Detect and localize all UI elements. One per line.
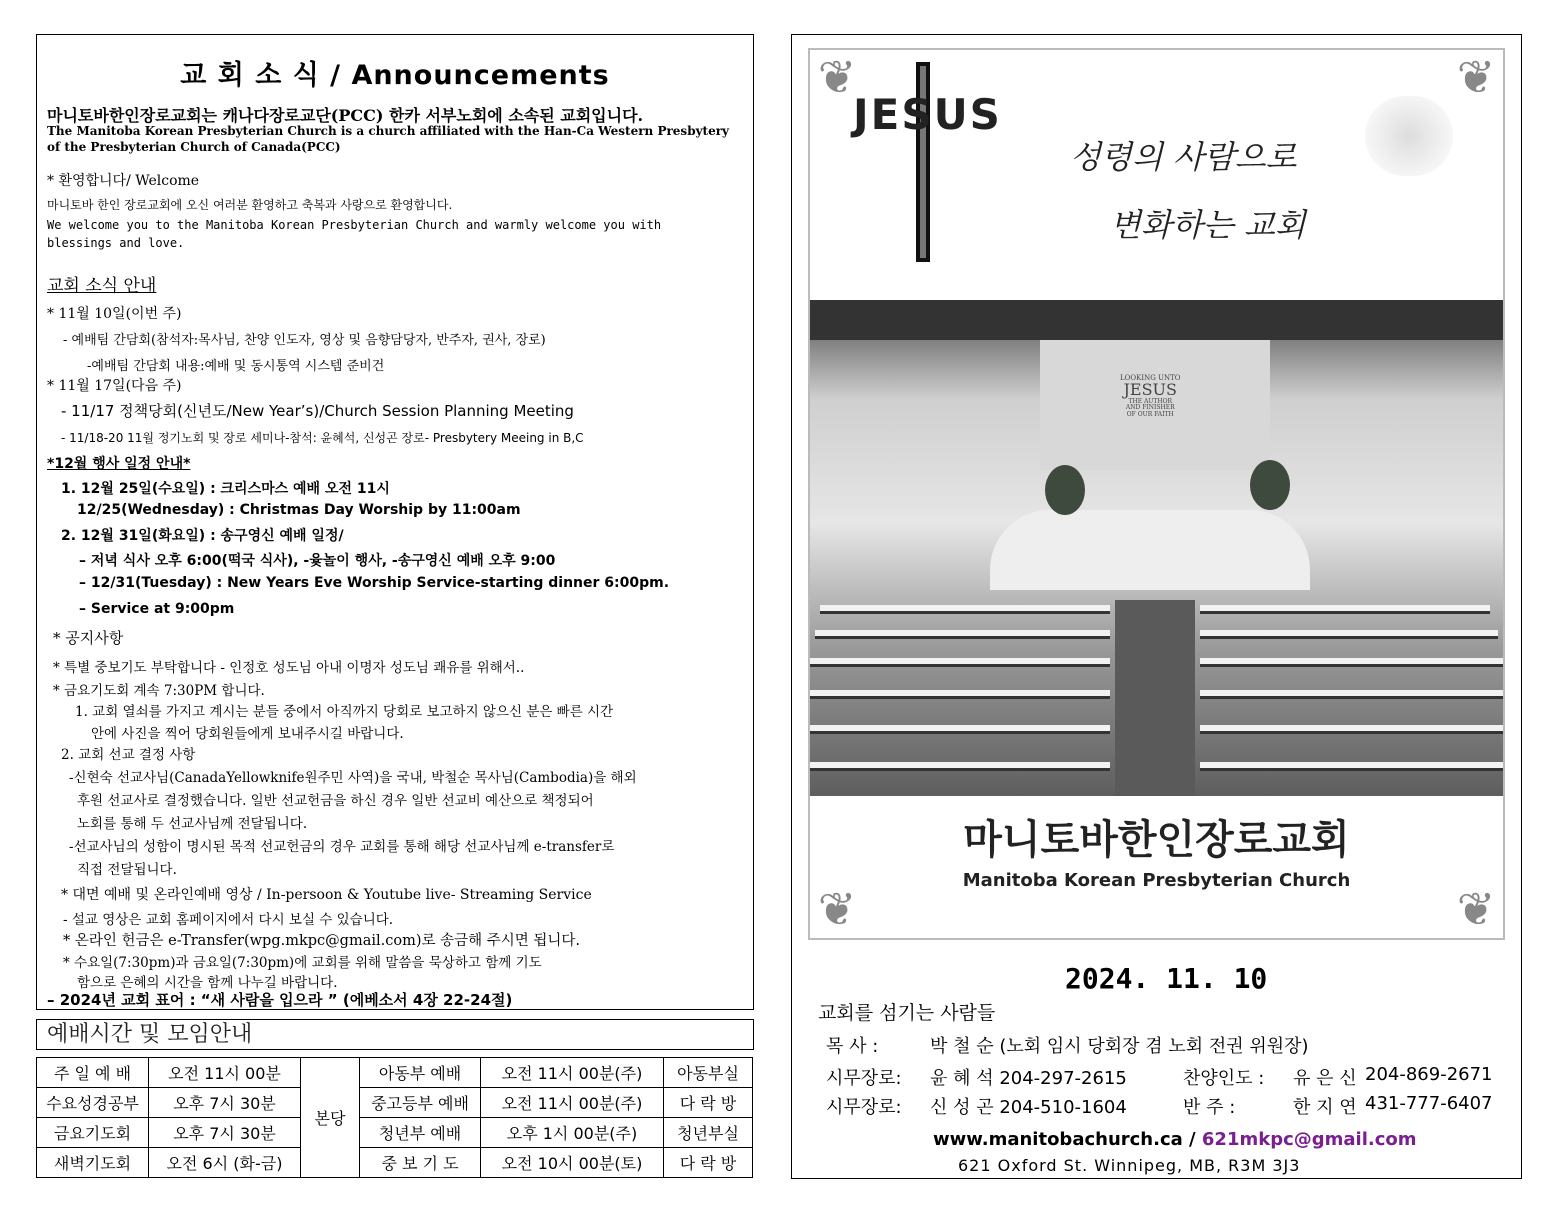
december-heading: *12월 행사 일정 안내* (47, 456, 191, 472)
welcome-heading: * 환영합니다/ Welcome (47, 173, 200, 189)
altar-sign: LOOKING UNTO JESUS THE AUTHOR AND FINISHER OF OUR FAITH (1120, 374, 1181, 418)
table-cell: 오전 11시 00분 (149, 1058, 301, 1088)
december-line: 2. 12월 31일(화요일) : 송구영신 예배 일정/ (61, 528, 344, 544)
ornament-icon: ❦ (1456, 882, 1496, 936)
elder1-label: 시무장로: (826, 1068, 902, 1089)
pastor-name: 박 철 순 (노회 임시 당회장 겸 노회 전권 위원장) (930, 1036, 1309, 1057)
news-line: - 11/18-20 11월 정기노회 및 장로 세미나-참석: 윤혜석, 신성곤 장로- Presbytery Meeing in B,C (61, 431, 584, 445)
table-cell: 오후 1시 00분(주) (481, 1118, 664, 1148)
notice-line: 함으로 은혜의 시간을 함께 나누길 바랍니다. (77, 975, 338, 991)
table-cell: 아동부실 (664, 1058, 753, 1088)
church-name-ko: 마니토바한인장로교회 (963, 817, 1350, 863)
worship-leader-phone: 204-869-2671 (1365, 1064, 1493, 1085)
announcements-title: 교 회 소 식 / Announcements (180, 60, 610, 91)
notice-line: - 설교 영상은 교회 홈페이지에서 다시 보실 수 있습니다. (63, 912, 394, 928)
main-hall-cell: 본당 (301, 1058, 360, 1178)
announcements-box (36, 34, 754, 1010)
worship-schedule-table (36, 1057, 753, 1178)
affiliation-en-1: The Manitoba Korean Presbyterian Church is a church affiliated with the Han-Ca Western Presbytery (47, 124, 730, 138)
december-line: – Service at 9:00pm (79, 601, 235, 617)
table-cell: 청년부 예배 (360, 1118, 481, 1148)
table-cell: 주 일 예 배 (37, 1058, 149, 1088)
table-cell: 수요성경공부 (37, 1088, 149, 1118)
news-line: - 예배팀 간담회(참석자:목사님, 찬양 인도자, 영상 및 음향담당자, 반주자, 권사, 장로) (63, 333, 546, 348)
elder2-label: 시무장로: (826, 1097, 902, 1118)
ornament-icon: ❦ (817, 50, 857, 104)
servants-heading: 교회를 섬기는 사람들 (818, 1002, 996, 1024)
accompanist-label: 반 주 : (1183, 1097, 1236, 1118)
notice-line: * 수요일(7:30pm)과 금요일(7:30pm)에 교회를 위해 말씀을 묵상하고 함께 기도 (63, 955, 542, 971)
news-heading: 교회 소식 안내 (47, 276, 157, 296)
worship-leader: 유 은 신 (1293, 1068, 1357, 1089)
accompanist: 한 지 연 (1293, 1097, 1357, 1118)
notice-line: 후원 선교사로 결정했습니다. 일반 선교헌금을 하신 경우 일반 선교비 예산으로 책정되어 (77, 793, 594, 809)
table-cell: 중 보 기 도 (360, 1148, 481, 1178)
praying-hands-image (1365, 96, 1453, 176)
website-link[interactable]: www.manitobachurch.ca (933, 1129, 1183, 1150)
notice-line: * 금요기도회 계속 7:30PM 합니다. (53, 683, 265, 699)
ornament-icon: ❦ (817, 882, 857, 936)
church-name-en: Manitoba Korean Presbyterian Church (962, 870, 1351, 891)
notice-line: -신현숙 선교사님(CanadaYellowknife원주민 사역)을 국내, 박철순 목사님(Cambodia)을 해외 (69, 770, 637, 786)
affiliation-en-2: of the Presbyterian Church of Canada(PCC) (47, 140, 341, 154)
table-cell: 금요기도회 (37, 1118, 149, 1148)
table-cell: 중고등부 예배 (360, 1088, 481, 1118)
table-row (37, 1148, 753, 1178)
table-cell: 오전 11시 00분(주) (481, 1058, 664, 1088)
table-cell: 오전 11시 00분(주) (481, 1088, 664, 1118)
worship-leader-label: 찬양인도 : (1183, 1068, 1265, 1089)
slogan-line-1: 성령의 사람으로 (1070, 138, 1297, 176)
notice-line: 1. 교회 열쇠를 가지고 계시는 분들 중에서 아직까지 당회로 보고하지 않으신 분은 빠른 시간 (75, 704, 614, 720)
email-link[interactable]: 621mkpc@gmail.com (1201, 1129, 1417, 1150)
welcome-en-1: We welcome you to the Manitoba Korean Presbyterian Church and warmly welcome you with (47, 218, 662, 232)
notice-heading: * 공지사항 (53, 629, 124, 647)
table-cell: 오전 10시 00분(토) (481, 1148, 664, 1178)
elder1: 윤 혜 석 204-297-2615 (930, 1068, 1127, 1089)
ornament-icon: ❦ (1456, 50, 1496, 104)
december-line: – 12/31(Tuesday) : New Years Eve Worship Service-starting dinner 6:00pm. (79, 575, 670, 591)
notice-line: * 대면 예배 및 온라인예배 영상 / In-persoon & Youtube live- Streaming Service (61, 887, 592, 903)
table-cell: 오후 7시 30분 (149, 1088, 301, 1118)
slogan-line-2: 변화하는 교회 (1110, 206, 1306, 244)
notice-line: 직접 전달됩니다. (77, 862, 177, 878)
notice-line: * 특별 중보기도 부탁합니다 - 인정호 성도님 아내 이명자 성도님 쾌유를 위해서.. (53, 660, 525, 676)
welcome-en-2: blessings and love. (47, 236, 185, 250)
welcome-ko: 마니토바 한인 장로교회에 오신 여러분 환영하고 축복과 사랑으로 환영합니다. (47, 198, 453, 212)
table-cell: 아동부 예배 (360, 1058, 481, 1088)
table-cell: 오전 6시 (화-금) (149, 1148, 301, 1178)
december-line: 12/25(Wednesday) : Christmas Day Worship by 11:00am (77, 502, 521, 518)
december-line: – 저녁 식사 오후 6:00(떡국 식사), -윷놀이 행사, -송구영신 예배 오후 9:00 (79, 553, 556, 569)
news-line: -예배팀 간담회 내용:예배 및 동시통역 시스템 준비건 (87, 359, 385, 374)
news-line: * 11월 10일(이번 주) (47, 306, 182, 322)
church-address: 621 Oxford St. Winnipeg, MB, R3M 3J3 (958, 1156, 1301, 1175)
contact-line (933, 1129, 1417, 1150)
notice-line: * 온라인 헌금은 e-Transfer(wpg.mkpc@gmail.com)로 송금해 주시면 됩니다. (63, 933, 580, 949)
elder2: 신 성 곤 204-510-1604 (930, 1097, 1127, 1118)
church-motto: – 2024년 교회 표어 : “새 사람을 입으라 ” (에베소서 4장 22-24절) (47, 991, 513, 1009)
sanctuary-photo (810, 300, 1503, 796)
table-cell: 청년부실 (664, 1118, 753, 1148)
notice-line: -선교사님의 성함이 명시된 목적 선교헌금의 경우 교회를 통해 해당 선교사님께 e-transfer로 (69, 839, 615, 855)
accompanist-phone: 431-777-6407 (1365, 1093, 1493, 1114)
table-cell: 다 락 방 (664, 1148, 753, 1178)
worship-heading: 예배시간 및 모임안내 (36, 1019, 754, 1050)
table-row (37, 1118, 753, 1148)
pastor-label: 목 사 : (826, 1036, 879, 1057)
jesus-logo: JESUS (853, 90, 1002, 139)
notice-line: 안에 사진을 찍어 당회원들에게 보내주시길 바랍니다. (91, 726, 404, 742)
table-cell: 새벽기도회 (37, 1148, 149, 1178)
table-row (37, 1058, 753, 1088)
bulletin-date: 2024. 11. 10 (1065, 962, 1268, 995)
notice-line: 노회를 통해 두 선교사님께 전달됩니다. (77, 816, 308, 832)
table-row (37, 1088, 753, 1118)
contact-separator: / (1182, 1129, 1202, 1150)
december-line: 1. 12월 25일(수요일) : 크리스마스 예배 오전 11시 (61, 481, 390, 497)
table-cell: 오후 7시 30분 (149, 1118, 301, 1148)
news-line: - 11/17 정책당회(신년도/New Year’s)/Church Session Planning Meeting (61, 402, 574, 420)
affiliation-ko: 마니토바한인장로교회는 캐나다장로교단(PCC) 한카 서부노회에 소속된 교회입니다. (47, 106, 644, 125)
notice-line: 2. 교회 선교 결정 사항 (61, 747, 196, 763)
news-line: * 11월 17일(다음 주) (47, 378, 182, 394)
table-cell: 다 락 방 (664, 1088, 753, 1118)
